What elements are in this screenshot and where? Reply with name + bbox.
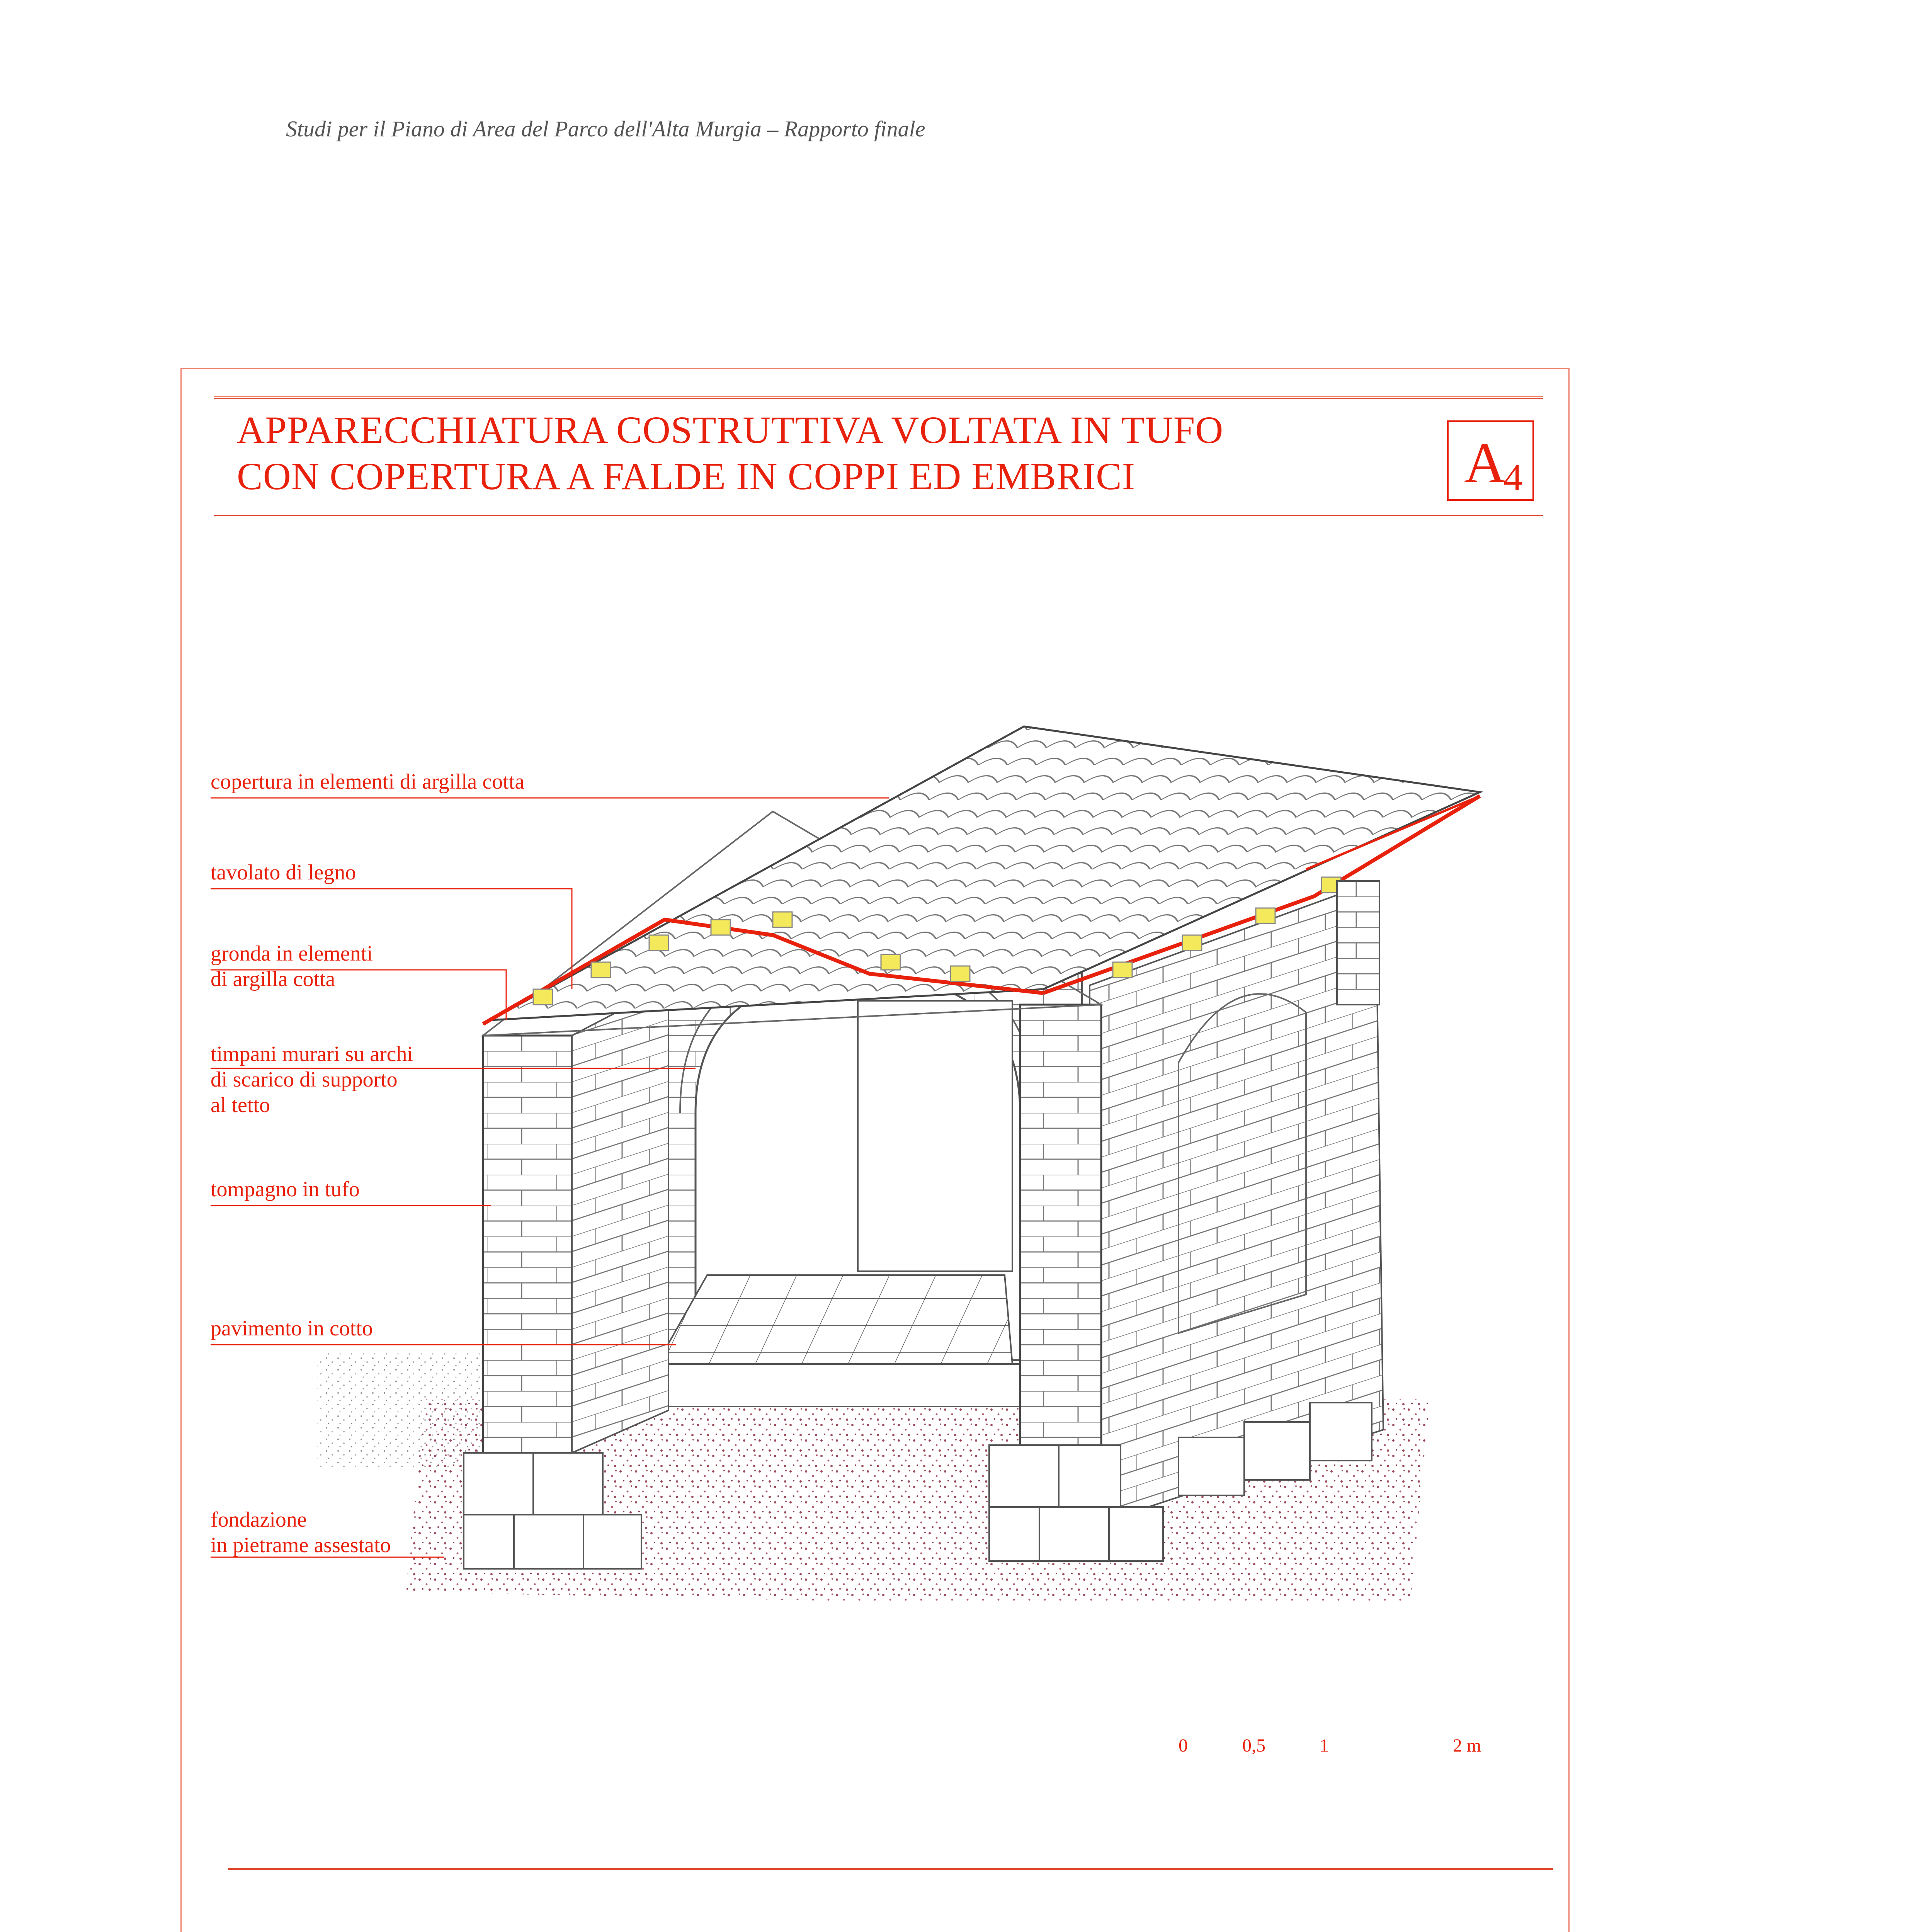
label-fondazione-line-2: in pietrame assestato [211,1533,391,1557]
sheet-title-line-2: CON COPERTURA A FALDE IN COPPI ED EMBRICI [237,455,1136,498]
label-copertura: copertura in elementi di argilla cotta [211,770,525,794]
label-timpani-line-1: timpani murari su archi [211,1042,413,1066]
label-tompagno: tompagno in tufo [211,1177,360,1201]
label-tavolato: tavolato di legno [211,861,356,884]
scale-tick-2: 2 m [1453,1735,1481,1756]
label-timpani-line-3: al tetto [211,1093,270,1117]
label-timpani-line-2: di scarico di supporto [211,1068,398,1092]
running-header: Studi per il Piano di Area del Parco dell'Alta Murgia – Rapporto finale [286,116,925,141]
label-gronda-line-1: gronda in elementi [211,942,373,966]
sheet-title-line-1: APPARECCHIATURA COSTRUTTIVA VOLTATA IN TUFO [237,408,1224,451]
scale-tick-05: 0,5 [1242,1735,1265,1756]
label-fondazione-line-1: fondazione [211,1508,307,1532]
sheet-code-number: 4 [1503,456,1523,499]
scale-tick-0: 0 [1179,1735,1188,1756]
label-gronda-line-2: di argilla cotta [211,967,335,991]
scale-tick-1: 1 [1320,1735,1329,1756]
label-pavimento: pavimento in cotto [211,1316,373,1340]
sheet-code-letter: A [1464,431,1506,495]
